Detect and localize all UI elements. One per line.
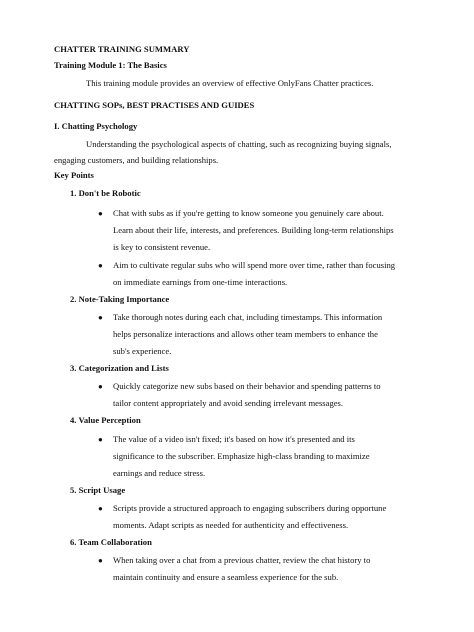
bullet-text-line: Aim to cultivate regular subs who will spend more over time, rather than focusing: [113, 260, 396, 270]
bullet-text-line: earnings and reduce stress.: [113, 468, 206, 478]
document-title: CHATTER TRAINING SUMMARY: [54, 44, 190, 54]
bullet-text-line: sub's experience.: [113, 346, 172, 356]
bullet-text-line: moments. Adapt scripts as needed for authenticity and effectiveness.: [113, 520, 349, 530]
bullet-text-line: Learn about their life, interests, and preferences. Building long-term relationships: [113, 225, 394, 235]
bullet-text-line: When taking over a chat from a previous chatter, review the chat history to: [113, 555, 371, 565]
point-heading: 3. Categorization and Lists: [70, 363, 169, 373]
section-title: CHATTING SOPs, BEST PRACTISES AND GUIDES: [54, 100, 255, 110]
bullet-text-line: tailor content appropriately and avoid sending irrelevant messages.: [113, 398, 344, 408]
bullet-text-line: maintain continuity and ensure a seamless experience for the sub.: [113, 572, 339, 582]
subsection-description: Understanding the psychological aspects of chatting, such as recognizing buying signals,: [86, 139, 392, 149]
bullet-text-line: Take thorough notes during each chat, including timestamps. This information: [113, 312, 383, 322]
bullet-icon: ●: [98, 313, 103, 322]
bullet-icon: ●: [98, 556, 103, 565]
bullet-icon: ●: [98, 261, 103, 270]
point-heading: 1. Don't be Robotic: [70, 188, 141, 198]
point-heading: 4. Value Perception: [70, 415, 141, 425]
point-heading: 6. Team Collaboration: [70, 537, 152, 547]
bullet-text-line: significance to the subscriber. Emphasize high-class branding to maximize: [113, 451, 370, 461]
bullet-text-line: Chat with subs as if you're getting to know someone you genuinely care about.: [113, 208, 384, 218]
bullet-icon: ●: [98, 382, 103, 391]
module-title: Training Module 1: The Basics: [54, 60, 167, 70]
bullet-text-line: on immediate earnings from one-time interactions.: [113, 277, 288, 287]
bullet-text-line: helps personalize interactions and allows other team members to enhance the: [113, 329, 378, 339]
bullet-text-line: is key to consistent revenue.: [113, 242, 211, 252]
bullet-text-line: Scripts provide a structured approach to engaging subscribers during opportune: [113, 503, 387, 513]
bullet-icon: ●: [98, 435, 103, 444]
point-heading: 2. Note-Taking Importance: [70, 294, 170, 304]
bullet-icon: ●: [98, 209, 103, 218]
subsection-title: I. Chatting Psychology: [54, 121, 138, 131]
subsection-description: engaging customers, and building relationships.: [54, 155, 219, 165]
bullet-text-line: The value of a video isn't fixed; it's based on how it's presented and its: [113, 434, 355, 444]
point-heading: 5. Script Usage: [70, 485, 126, 495]
module-description: This training module provides an overview of effective OnlyFans Chatter practices.: [86, 78, 374, 88]
bullet-text-line: Quickly categorize new subs based on their behavior and spending patterns to: [113, 381, 381, 391]
bullet-icon: ●: [98, 504, 103, 513]
key-points-label: Key Points: [54, 170, 94, 180]
